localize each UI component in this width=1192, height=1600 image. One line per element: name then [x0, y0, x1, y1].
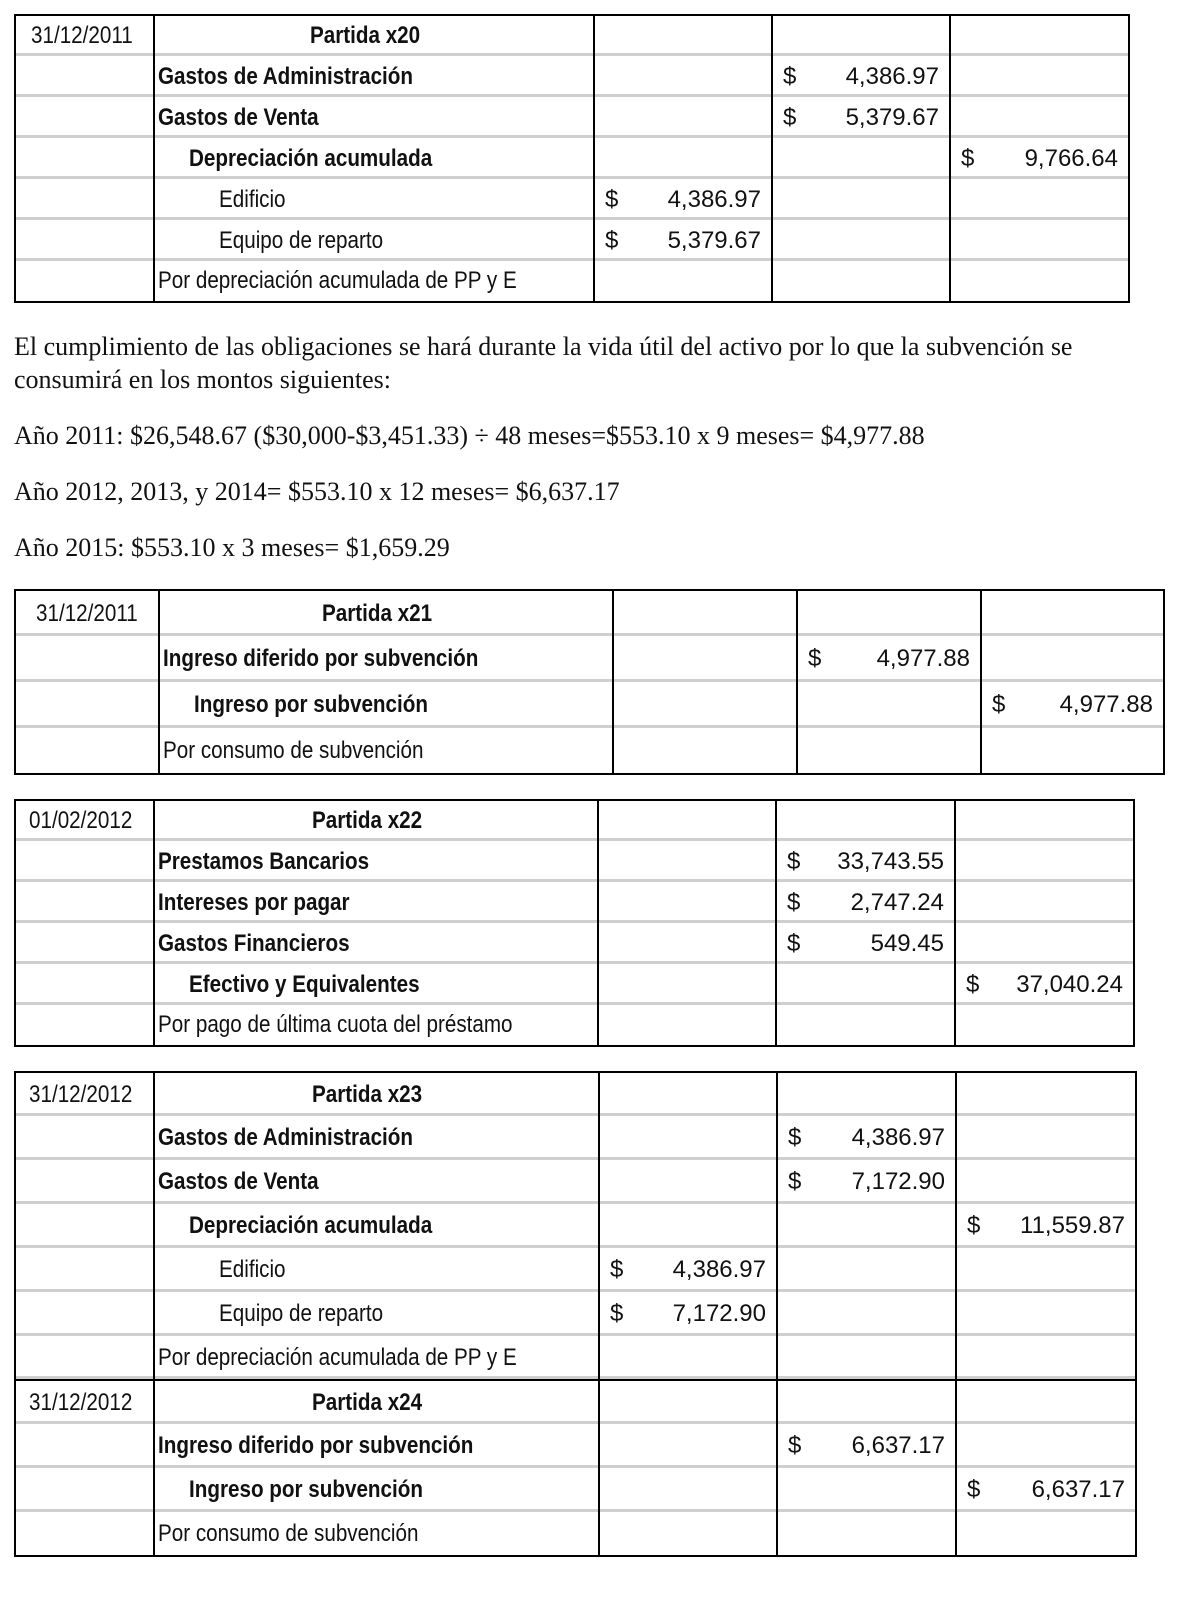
entry-note: Por consumo de subvención	[159, 728, 613, 774]
debit-account: Prestamos Bancarios	[154, 841, 598, 882]
debit-account: Gastos de Administración	[154, 56, 594, 97]
debit-amount: $ 549.45	[776, 923, 955, 964]
debit-account: Gastos de Venta	[154, 1160, 599, 1204]
sub-amount: $ 7,172.90	[599, 1292, 777, 1336]
credit-account: Efectivo y Equivalentes	[154, 964, 598, 1005]
debit-amount: $ 5,379.67	[772, 97, 950, 138]
credit-amount: $ 9,766.64	[950, 138, 1129, 179]
entry-note: Por depreciación acumulada de PP y E	[154, 1336, 599, 1380]
sub-account: Equipo de reparto	[154, 220, 594, 261]
credit-amount: $ 6,637.17	[956, 1468, 1136, 1512]
debit-account: Intereses por pagar	[154, 882, 598, 923]
entry-date: 01/02/2012	[15, 800, 154, 841]
journal-entry-x22	[14, 799, 1135, 1047]
entry-note: Por depreciación acumulada de PP y E	[154, 261, 594, 302]
credit-amount: $ 11,559.87	[956, 1204, 1136, 1248]
sub-account: Edificio	[154, 179, 594, 220]
sub-amount: $ 4,386.97	[594, 179, 772, 220]
calc-line-2011: Año 2011: $26,548.67 ($30,000-$3,451.33) ÷ 48 meses=$553.10 x 9 meses= $4,977.88	[14, 421, 925, 450]
entry-date: 31/12/2011	[15, 15, 154, 56]
entry-title: Partida x23	[154, 1072, 599, 1116]
debit-amount: $ 33,743.55	[776, 841, 955, 882]
entry-date: 31/12/2012	[15, 1380, 154, 1424]
debit-account: Ingreso diferido por subvención	[159, 636, 613, 682]
credit-account: Ingreso por subvención	[159, 682, 613, 728]
debit-amount: $ 4,386.97	[772, 56, 950, 97]
sub-amount: $ 4,386.97	[599, 1248, 777, 1292]
debit-account: Gastos de Administración	[154, 1116, 599, 1160]
credit-account: Depreciación acumulada	[154, 1204, 599, 1248]
debit-amount: $ 4,977.88	[797, 636, 981, 682]
entry-title: Partida x24	[154, 1380, 599, 1424]
debit-account: Gastos Financieros	[154, 923, 598, 964]
entry-note: Por pago de última cuota del préstamo	[154, 1005, 598, 1046]
debit-amount: $ 6,637.17	[777, 1424, 956, 1468]
sub-amount: $ 5,379.67	[594, 220, 772, 261]
paragraph-text: El cumplimiento de las obligaciones se hará durante la vida útil del activo por lo que la subvención se consumirá en los montos siguientes:	[14, 332, 1073, 394]
entry-title: Partida x20	[154, 15, 594, 56]
debit-account: Gastos de Venta	[154, 97, 594, 138]
journal-entries-x23-x24	[14, 1071, 1137, 1557]
credit-account: Ingreso por subvención	[154, 1468, 599, 1512]
credit-amount: $ 37,040.24	[955, 964, 1134, 1005]
calc-line-2012-2014: Año 2012, 2013, y 2014= $553.10 x 12 meses= $6,637.17	[14, 477, 620, 506]
entry-date: 31/12/2012	[15, 1072, 154, 1116]
sub-account: Equipo de reparto	[154, 1292, 599, 1336]
sub-account: Edificio	[154, 1248, 599, 1292]
debit-account: Ingreso diferido por subvención	[154, 1424, 599, 1468]
debit-amount: $ 2,747.24	[776, 882, 955, 923]
credit-amount: $ 4,977.88	[981, 682, 1164, 728]
entry-date: 31/12/2011	[15, 590, 159, 636]
calc-line-2015: Año 2015: $553.10 x 3 meses= $1,659.29	[14, 533, 450, 562]
entry-title: Partida x22	[154, 800, 598, 841]
credit-account: Depreciación acumulada	[154, 138, 594, 179]
debit-amount: $ 4,386.97	[777, 1116, 956, 1160]
entry-title: Partida x21	[159, 590, 613, 636]
entry-note: Por consumo de subvención	[154, 1512, 599, 1556]
journal-entry-x21	[14, 589, 1165, 775]
debit-amount: $ 7,172.90	[777, 1160, 956, 1204]
journal-entry-x20	[14, 14, 1130, 303]
